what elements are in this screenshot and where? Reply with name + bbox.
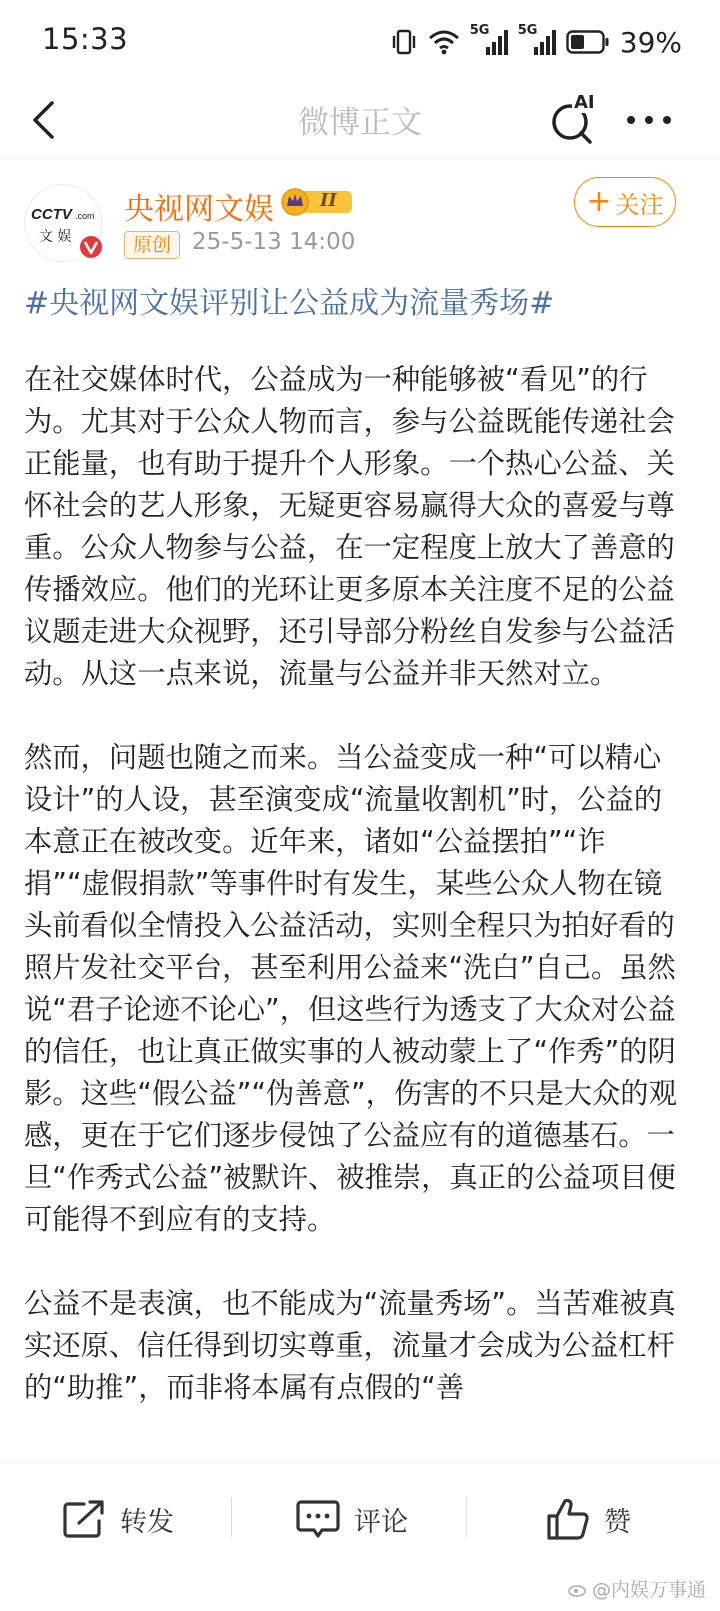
author-name[interactable]: 央视网文娱 bbox=[124, 192, 274, 227]
like-icon bbox=[546, 1497, 590, 1541]
post-paragraph: 然而，问题也随之而来。当公益变成一种“可以精心设计”的人设，甚至演变成“流量收割机”时，公益的本意正在被改变。近年来，诸如“公益摆拍”“诈捐”“虚假捐款”等事件时有发生，某些公众人物在镜头前看似全情投入公益活动，实则全程只为拍好看的照片发社交平台，甚至利用公益来“洗白”自己。虽然说“君子论迹不论心”，但这些行为透支了大众对公益的信任，也让真正做实事的人被动蒙上了“作秀”的阴影。这些“假公益”“伪善意”，伤害的不只是大众的观感，更在于它们逐步侵蚀了公益应有的道德基石。一旦“作秀式公益”被默许、被推崇，真正的公益项目便可能得不到应有的支持。 bbox=[24, 741, 677, 1236]
svg-text:.com: .com bbox=[75, 211, 95, 221]
vip-badge bbox=[280, 187, 354, 217]
battery-icon bbox=[566, 30, 610, 54]
ai-label: AI bbox=[574, 92, 595, 113]
vibrate-icon bbox=[390, 28, 418, 56]
follow-button[interactable] bbox=[574, 177, 676, 227]
verified-icon bbox=[78, 234, 104, 260]
post-paragraph: 公益不是表演，也不能成为“流量秀场”。当苦难被真实还原、信任得到切实尊重，流量才会成为公益杠杆的“助推”，而非将本属有点假的“善 bbox=[24, 1287, 676, 1404]
like-button[interactable] bbox=[546, 1489, 631, 1549]
hashtag-link[interactable]: #央视网文娱评别让公益成为流量秀场# bbox=[24, 286, 555, 321]
crown-icon bbox=[280, 187, 354, 217]
repost-button[interactable] bbox=[62, 1489, 174, 1549]
network-type-label: 5G bbox=[469, 23, 490, 38]
follow-label: 关注 bbox=[615, 190, 664, 219]
plus-icon: + bbox=[586, 184, 612, 219]
status-time: 15:33 bbox=[42, 22, 129, 56]
watermark-text: @内娱万事通 bbox=[591, 1579, 706, 1601]
post-timestamp: 25-5-13 14:00 bbox=[192, 229, 356, 255]
svg-text:CCTV: CCTV bbox=[31, 206, 72, 223]
more-icon bbox=[620, 92, 678, 148]
svg-text:文 娱: 文 娱 bbox=[39, 229, 72, 245]
like-label: 赞 bbox=[604, 1506, 631, 1538]
signal-icon bbox=[469, 23, 508, 57]
watermark bbox=[568, 1575, 706, 1602]
repost-label: 转发 bbox=[120, 1506, 174, 1538]
signal-icon bbox=[517, 23, 556, 57]
bottom-action-bar bbox=[0, 1462, 720, 1611]
page-title: 微博正文 bbox=[298, 105, 422, 141]
post-body bbox=[24, 359, 684, 1459]
post-paragraph: 在社交媒体时代，公益成为一种能够被“看见”的行为。尤其对于公众人物而言，参与公益既能传递社会正能量，也有助于提升个人形象。一个热心公益、关怀社会的艺人形象，无疑更容易赢得大众的喜爱与尊重。公众人物参与公益，在一定程度上放大了善意的传播效应。他们的光环让更多原本关注度不足的公益议题走进大众视野，还引导部分粉丝自发参与公益活动。从这一点来说，流量与公益并非天然对立。 bbox=[24, 363, 675, 690]
ai-search-button[interactable] bbox=[548, 90, 600, 148]
vip-level: II bbox=[320, 190, 337, 211]
weibo-logo-icon bbox=[568, 1581, 588, 1597]
divider bbox=[466, 1497, 467, 1537]
divider bbox=[231, 1497, 232, 1537]
comment-button[interactable] bbox=[296, 1489, 408, 1549]
nav-bar bbox=[0, 82, 720, 159]
status-icons bbox=[390, 23, 682, 59]
repost-icon bbox=[62, 1499, 106, 1539]
battery-percent: 39% bbox=[619, 25, 682, 59]
comment-icon bbox=[296, 1499, 340, 1539]
comment-label: 评论 bbox=[354, 1506, 408, 1538]
wifi-icon bbox=[428, 29, 460, 55]
more-button[interactable] bbox=[620, 92, 678, 148]
network-type-label: 5G bbox=[517, 23, 538, 38]
status-bar bbox=[0, 0, 720, 82]
original-badge: 原创 bbox=[124, 231, 180, 259]
